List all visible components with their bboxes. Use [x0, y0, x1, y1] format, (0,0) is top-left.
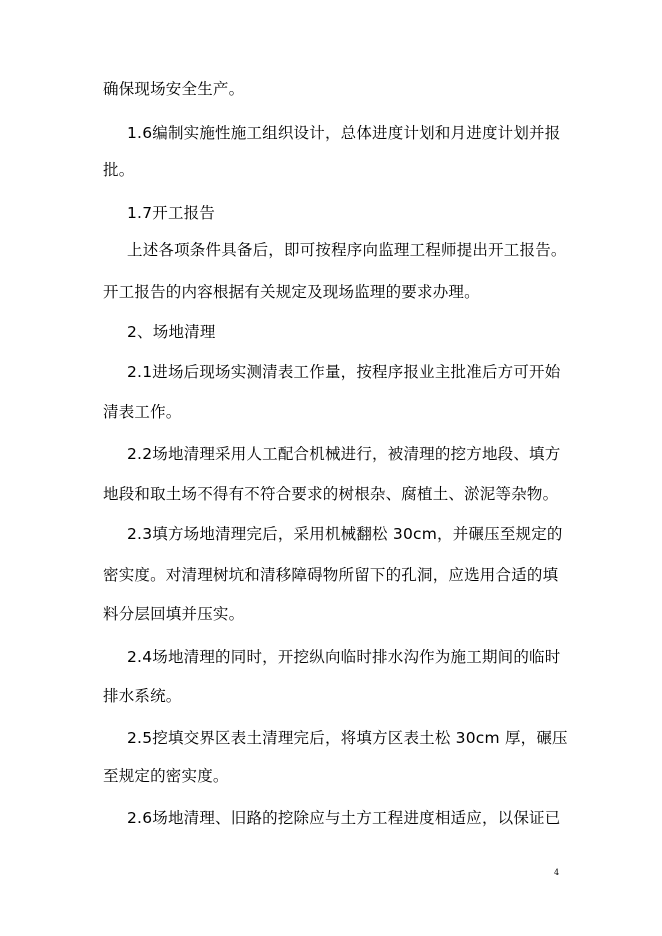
text-line-13: 密实度。对清理树坑和清移障碍物所留下的孔洞，应选用合适的填	[103, 566, 559, 584]
text-line-8: 2.1进场后现场实测清表工作量，按程序报业主批准后方可开始	[127, 363, 561, 381]
section-heading-1-7: 1.7开工报告	[127, 204, 216, 222]
text-line-14: 料分层回填并压实。	[103, 605, 245, 623]
text-line-1: 确保现场安全生产。	[103, 80, 245, 98]
text-line-6: 开工报告的内容根据有关规定及现场监理的要求办理。	[103, 283, 480, 301]
text-line-19: 2.6场地清理、旧路的挖除应与土方工程进度相适应，以保证已	[127, 809, 561, 827]
text-line-10: 2.2场地清理采用人工配合机械进行，被清理的挖方地段、填方	[127, 445, 561, 463]
text-line-5: 上述各项条件具备后，即可按程序向监理工程师提出开工报告。	[127, 241, 567, 259]
text-line-16: 排水系统。	[103, 687, 182, 705]
text-line-12: 2.3填方场地清理完后，采用机械翻松 30cm，并碾压至规定的	[127, 525, 563, 543]
page-number: 4	[554, 868, 560, 877]
text-line-11: 地段和取土场不得有不符合要求的树根杂、腐植土、淤泥等杂物。	[103, 485, 559, 503]
text-line-3: 批。	[103, 161, 135, 179]
text-line-15: 2.4场地清理的同时，开挖纵向临时排水沟作为施工期间的临时	[127, 648, 561, 666]
text-line-2: 1.6编制实施性施工组织设计，总体进度计划和月进度计划并报	[127, 124, 561, 142]
text-line-9: 清表工作。	[103, 403, 182, 421]
text-line-18: 至规定的密实度。	[103, 767, 229, 785]
text-line-17: 2.5挖填交界区表土清理完后，将填方区表土松 30cm 厚，碾压	[127, 729, 568, 747]
section-heading-2: 2、场地清理	[127, 323, 216, 341]
